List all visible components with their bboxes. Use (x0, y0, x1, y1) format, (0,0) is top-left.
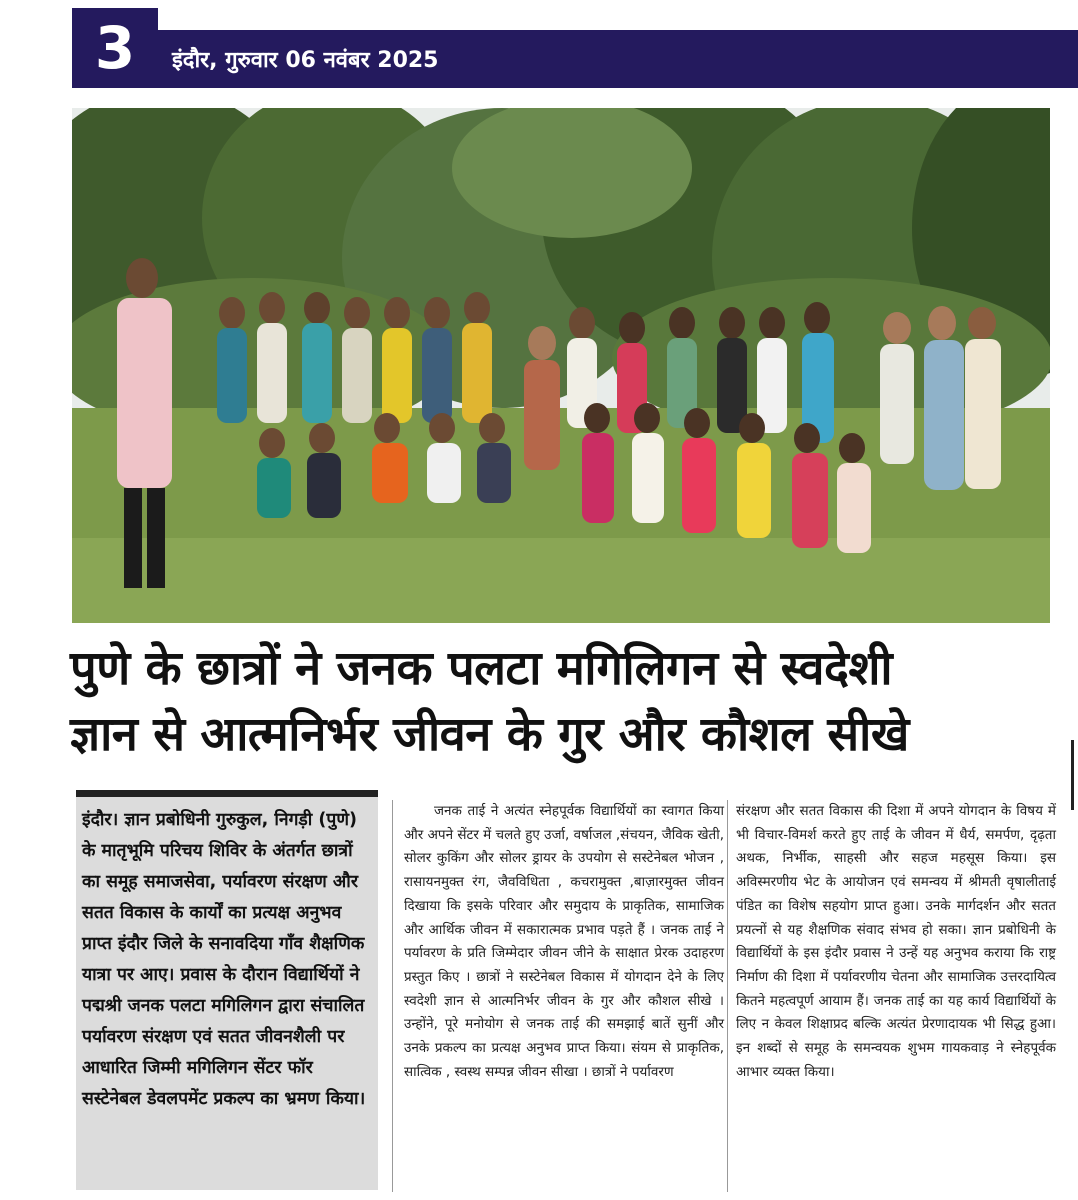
masthead (72, 8, 1078, 88)
headline (70, 636, 1070, 768)
lead-column (76, 790, 378, 1190)
article-column-3: संरक्षण और सतत विकास की दिशा में अपने योगदान के विषय में भी विचार-विमर्श करते हुए ताई के जीवन में धैर्य, समर्पण, दृढ़ता अथक, निर्भीक, साहसी और सहज महसूस किया। इस अविस्मरणीय भेट के आयोजन एवं समन्वय में श्रीमती वृषालीताई पंडित का विशेष सहयोग प्राप्त हुआ। उनके मार्गदर्शन और सतत प्रयत्नों से यह शैक्षणिक संवाद संभव हो सका। ज्ञान प्रबोधिनी के विद्यार्थियों के इस इंदौर प्रवास ने उन्हें यह अनुभव कराया कि राष्ट्र निर्माण की दिशा में पर्यावरणीय चेतना और सामाजिक उत्तरदायित्व कितने महत्वपूर्ण आयाम हैं। जनक ताई का यह कार्य विद्यार्थियों के लिए न केवल शिक्षाप्रद बल्कि अत्यंत प्रेरणादायक भी सिद्ध हुआ। इन शब्दों से समूह के समन्वयक शुभम गायकवाड़ ने स्नेहपूर्वक आभार व्यक्त किया। (736, 803, 1056, 1080)
dateline: इंदौर, गुरुवार 06 नवंबर 2025 (158, 30, 1078, 88)
headline-line-1: पुणे के छात्रों ने जनक पलटा मगिलिगन से स्वदेशी (70, 641, 893, 696)
headline-line-2: ज्ञान से आत्मनिर्भर जीवन के गुर और कौशल सीखे (70, 707, 909, 762)
column-separator (392, 800, 393, 1192)
page-number: 3 (72, 8, 158, 88)
article-column-2: जनक ताई ने अत्यंत स्नेहपूर्वक विद्यार्थियों का स्वागत किया और अपने सेंटर में चलते हुए उर्जा, वर्षाजल ,संचयन, जैविक खेती, सोलर कुकिंग और सोलर ड्रायर के उपयोग से सस्टेनेबल भोजन , रासायनमुक्त रंग, जैवविधिता , कचरामुक्त ,बाज़ारमुक्त जीवन दिखाया कि इसके परिवार और समुदाय के प्राकृतिक, सामाजिक और आर्थिक जीवन में सकारात्मक प्रभाव पड़ते हैं । जनक ताई ने पर्यावरण के प्रति जिम्मेदार जीवन जीने के साक्षात प्रेरक उदाहरण प्रस्तुत किए । छात्रों ने सस्टेनेबल विकास में योगदान देने के लिए स्वदेशी ज्ञान से आत्मनिर्भर जीवन के गुर और कौशल सीखे । उन्होंने, पूरे मनोयोग से जनक ताई की समझाई बातें सुनीं और उनके प्रकल्प का प्रत्यक्ष अनुभव प्राप्त किया। संयम से प्राकृतिक, सात्विक , स्वस्थ सम्पन्न जीवन सीखा । छात्रों ने पर्यावरण (404, 803, 724, 1080)
column-separator (727, 800, 728, 1192)
lead-paragraph: इंदौर। ज्ञान प्रबोधिनी गुरुकुल, निगड़ी (पुणे) के मातृभूमि परिचय शिविर के अंतर्गत छात्रों का समूह समाजसेवा, पर्यावरण संरक्षण और सतत विकास के कार्यों का प्रत्यक्ष अनुभव प्राप्त इंदौर जिले के सनावदिया गाँव शैक्षणिक यात्रा पर आए। प्रवास के दौरान विद्यार्थियों ने पद्मश्री जनक पलटा मगिलिगन द्वारा संचालित पर्यावरण संरक्षण एवं सतत जीवनशैली पर आधारित जिम्मी मगिलिगन सेंटर फॉर सस्टेनेबल डेवलपमेंट प्रकल्प का भ्रमण किया। (82, 810, 366, 1109)
group-photo (72, 108, 1050, 623)
edge-rule (1071, 740, 1074, 810)
